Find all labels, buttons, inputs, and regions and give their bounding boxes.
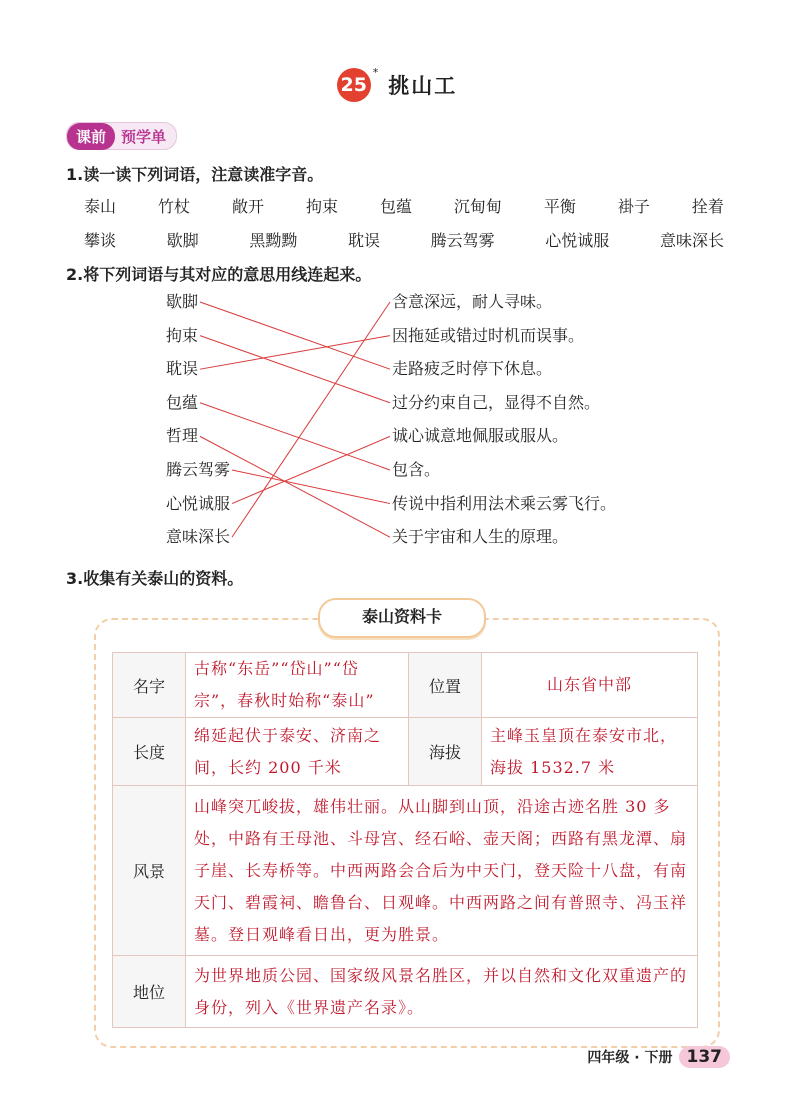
match-right-meaning: 关于宇宙和人生的原理。 [392, 527, 569, 547]
status-label: 地位 [113, 956, 186, 1028]
word: 泰山 [84, 197, 117, 216]
word: 耽误 [347, 231, 380, 250]
info-card-title: 泰山资料卡 [318, 598, 486, 638]
scenery-label: 风景 [113, 786, 186, 956]
match-right-column [392, 290, 616, 559]
status-value: 为世界地质公园、国家级风景名胜区，并以自然和文化双重遗产的身份，列入《世界遗产名录》。 [186, 956, 698, 1028]
match-right-meaning: 含意深远，耐人寻味。 [392, 292, 553, 311]
length-label: 长度 [113, 718, 186, 786]
match-right-meaning: 因拖延或错过时机而误事。 [392, 325, 585, 345]
word: 腾云驾雾 [430, 231, 495, 250]
match-left-word: 心悦诚服 [166, 493, 231, 513]
page-number: 137 [679, 1046, 731, 1068]
name-value: 古称“东岳”“岱山”“岱宗”，春秋时始称“泰山” [186, 653, 409, 718]
word: 黑黝黝 [249, 231, 298, 250]
altitude-label: 海拔 [409, 718, 482, 786]
word: 拘束 [305, 197, 338, 216]
word: 竹杖 [157, 197, 190, 216]
lesson-star: * [372, 66, 379, 79]
match-left-column [166, 290, 230, 559]
match-left-word: 拘束 [166, 325, 199, 345]
location-label: 位置 [409, 653, 482, 718]
word: 意味深长 [659, 231, 724, 250]
word: 褂子 [617, 197, 650, 216]
word: 平衡 [543, 197, 576, 216]
lesson-number-badge: 25 [337, 68, 371, 102]
match-right-meaning: 走路疲乏时停下休息。 [392, 359, 553, 379]
word: 歇脚 [166, 231, 199, 250]
question-2-title: 2.将下列词语与其对应的意思用线连起来。 [66, 265, 372, 284]
match-left-word: 包蕴 [166, 392, 199, 412]
scenery-value: 山峰突兀峻拔，雄伟壮丽。从山脚到山顶，沿途古迹名胜 30 多处，中路有王母池、斗母宫、经石峪、壶天阁；西路有黑龙潭、扇子崖、长寿桥等。中西两路会合后为中天门，登天险十八盘，有南天门、碧霞祠、瞻鲁台、日观峰。中西两路之间有普照寺、冯玉祥墓。登日观峰看日出，更为胜景。 [186, 786, 698, 956]
word: 拴着 [691, 197, 724, 216]
match-right-meaning: 诚心诚意地佩服或服从。 [392, 426, 569, 446]
match-left-word: 意味深长 [166, 527, 231, 547]
section-tag-part1: 课前 [67, 123, 115, 150]
match-left-word: 歇脚 [166, 292, 199, 311]
match-line [232, 302, 390, 537]
grade-label: 四年级 · 下册 [587, 1050, 673, 1066]
info-card-table [112, 652, 698, 1028]
section-tag-part2: 预学单 [121, 127, 167, 146]
table-row [113, 956, 698, 1028]
match-right-meaning: 传说中指利用法术乘云雾飞行。 [392, 493, 617, 513]
word: 攀谈 [84, 231, 117, 250]
question-3-title: 3.收集有关泰山的资料。 [66, 569, 244, 588]
length-value: 绵延起伏于泰安、济南之间，长约 200 千米 [186, 718, 409, 786]
match-line [232, 436, 390, 503]
question-1-title: 1.读一读下列词语，注意读准字音。 [66, 165, 324, 184]
word: 沉甸甸 [453, 197, 502, 216]
name-label: 名字 [113, 653, 186, 718]
table-row [113, 653, 698, 718]
match-left-word: 哲理 [166, 426, 199, 446]
page-footer [587, 1046, 730, 1068]
match-left-word: 耽误 [166, 359, 199, 379]
table-row [113, 786, 698, 956]
word: 敞开 [231, 197, 264, 216]
match-right-meaning: 包含。 [392, 459, 441, 479]
match-line [232, 470, 390, 504]
word: 心悦诚服 [545, 231, 610, 250]
match-right-meaning: 过分约束自己，显得不自然。 [392, 392, 601, 412]
word: 包蕴 [379, 197, 412, 216]
match-left-word: 腾云驾雾 [166, 459, 231, 479]
altitude-value: 主峰玉皇顶在泰安市北，海拔 1532.7 米 [482, 718, 698, 786]
location-value: 山东省中部 [482, 653, 698, 718]
table-row [113, 718, 698, 786]
lesson-title: 挑山工 [388, 74, 458, 98]
